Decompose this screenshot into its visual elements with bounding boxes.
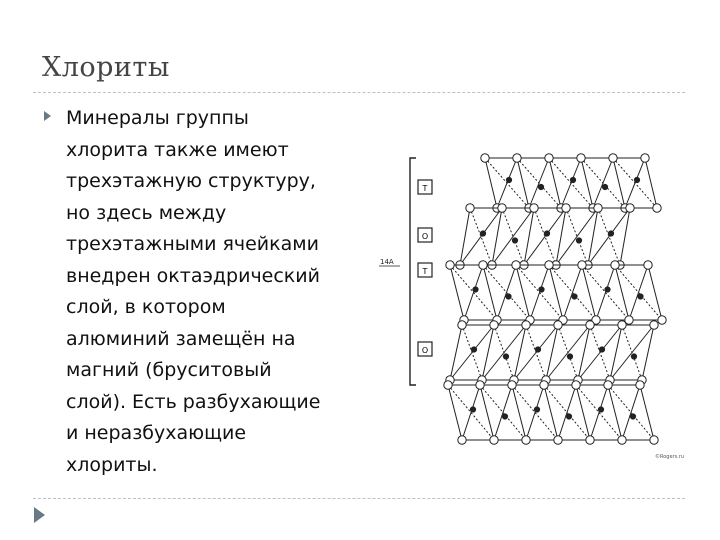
cation-dot [631, 354, 636, 359]
oxygen-atom [604, 381, 612, 389]
bond-line [613, 158, 657, 208]
bullet-line: хлориты. [66, 453, 158, 476]
cation-dot [570, 177, 575, 182]
bond-line [588, 208, 630, 265]
bond-line [549, 158, 593, 208]
bullet-line: магний (бруситовый [66, 359, 272, 381]
bond-line [590, 325, 610, 380]
bullet-line: внедрен октаэдрический [66, 264, 320, 287]
oxygen-atom [466, 204, 474, 212]
bond-line [450, 265, 464, 320]
oxygen-atom [577, 154, 585, 162]
oxygen-atom [545, 261, 553, 269]
bullet-line: хлорита также имеют [66, 138, 289, 161]
layer-label-text: O [421, 346, 429, 355]
cation-dot [634, 177, 639, 182]
cation-dot [471, 347, 476, 352]
bullet-line: слой). Есть разбухающие [66, 390, 321, 413]
oxygen-atom [586, 436, 594, 444]
bond-line [492, 208, 534, 265]
oxygen-atom [644, 261, 652, 269]
bond-line [517, 158, 561, 208]
bond-line [588, 208, 598, 265]
spacing-label: 14A [380, 258, 394, 266]
oxygen-atom [594, 204, 602, 212]
cation-dot [567, 354, 572, 359]
layer-label-text: T [422, 184, 428, 193]
cation-dot [534, 407, 539, 412]
oxygen-atom [554, 321, 562, 329]
layer-label-t1 [418, 180, 432, 194]
oxygen-atom [626, 204, 634, 212]
chlorite-structure-diagram [370, 140, 690, 470]
bond-line [485, 158, 529, 208]
cation-dot [480, 231, 485, 236]
oxygen-atom [458, 321, 466, 329]
oxygen-atom [554, 436, 562, 444]
bond-line [590, 385, 608, 440]
bond-line [462, 325, 482, 380]
cation-dot [630, 414, 635, 419]
cation-dot [605, 287, 610, 292]
cation-dot [608, 231, 613, 236]
oxygen-atom [578, 261, 586, 269]
cation-dot [599, 347, 604, 352]
bond-line [556, 208, 598, 265]
oxygen-atom [618, 321, 626, 329]
bullet-line: и неразбухающие [66, 422, 247, 444]
oxygen-atom [490, 436, 498, 444]
cation-dot [602, 184, 607, 189]
cation-dot [535, 347, 540, 352]
cation-dot [503, 354, 508, 359]
oxygen-atom [572, 381, 580, 389]
bullet-line: алюминий замещён на [66, 327, 296, 350]
bond-line [494, 325, 514, 380]
bond-line [556, 208, 566, 265]
oxygen-atom [650, 436, 658, 444]
bond-line [524, 208, 534, 265]
figure-credit: ©Rogers.ru [655, 454, 685, 460]
oxygen-atom [522, 321, 530, 329]
oxygen-atom [490, 321, 498, 329]
layer-label-text: O [421, 232, 429, 241]
oxygen-atom [513, 154, 521, 162]
cation-dot [512, 238, 517, 243]
oxygen-atom [650, 321, 658, 329]
oxygen-atom [458, 436, 466, 444]
oxygen-atom [545, 154, 553, 162]
oxygen-atom [481, 154, 489, 162]
cation-dot [572, 294, 577, 299]
chlorite-structure-figure [370, 140, 690, 470]
bullet-line: слой, в котором [66, 296, 226, 318]
cation-dot [539, 287, 544, 292]
oxygen-atom [508, 381, 516, 389]
cation-dot [506, 294, 511, 299]
bond-line [526, 325, 546, 380]
cation-dot [544, 231, 549, 236]
bond-line [581, 158, 625, 208]
cation-dot [638, 294, 643, 299]
bond-line [494, 385, 512, 440]
bond-line [620, 208, 630, 265]
bond-line [622, 325, 642, 380]
oxygen-atom [512, 261, 520, 269]
bullet-line: трехэтажную структуру, [66, 170, 316, 192]
oxygen-atom [636, 381, 644, 389]
bullet-line: Минералы группы [66, 107, 249, 129]
bond-line [492, 208, 502, 265]
bond-line [462, 385, 480, 440]
layer-label-text: T [422, 267, 428, 276]
oxygen-atom [562, 204, 570, 212]
bullet-line: трехэтажными ячейками [66, 233, 319, 255]
oxygen-atom [609, 154, 617, 162]
cation-dot [538, 184, 543, 189]
oxygen-atom [522, 436, 530, 444]
layer-label-o2 [418, 342, 432, 356]
oxygen-atom [498, 204, 506, 212]
footer-divider [33, 498, 685, 499]
bullet-arrow-icon [44, 111, 51, 121]
bullet-text [66, 103, 352, 481]
bond-line [460, 208, 502, 265]
cation-dot [502, 414, 507, 419]
cation-dot [473, 287, 478, 292]
cation-dot [598, 407, 603, 412]
layer-label-t2 [418, 263, 432, 277]
bond-line [524, 208, 566, 265]
cation-dot [470, 407, 475, 412]
bond-line [558, 385, 576, 440]
oxygen-atom [641, 154, 649, 162]
title-divider [33, 92, 685, 93]
oxygen-atom [618, 436, 626, 444]
oxygen-atom [479, 261, 487, 269]
cation-dot [506, 177, 511, 182]
footer-arrow-icon [34, 507, 45, 523]
oxygen-atom [530, 204, 538, 212]
oxygen-atom [476, 381, 484, 389]
oxygen-atom [611, 261, 619, 269]
oxygen-atom [658, 316, 666, 324]
slide-title: Хлориты [42, 52, 170, 83]
bond-line [558, 325, 578, 380]
bond-line [526, 385, 544, 440]
cation-dot [576, 238, 581, 243]
oxygen-atom [540, 381, 548, 389]
layer-label-o1 [418, 228, 432, 242]
bond-line [448, 385, 462, 440]
oxygen-atom [653, 204, 661, 212]
oxygen-atom [586, 321, 594, 329]
oxygen-atom [446, 261, 454, 269]
oxygen-atom [444, 381, 452, 389]
cation-dot [566, 414, 571, 419]
bullet-line: но здесь между [66, 201, 227, 224]
bond-line [460, 208, 470, 265]
octahedra-lattice [444, 154, 666, 444]
bond-line [622, 385, 640, 440]
